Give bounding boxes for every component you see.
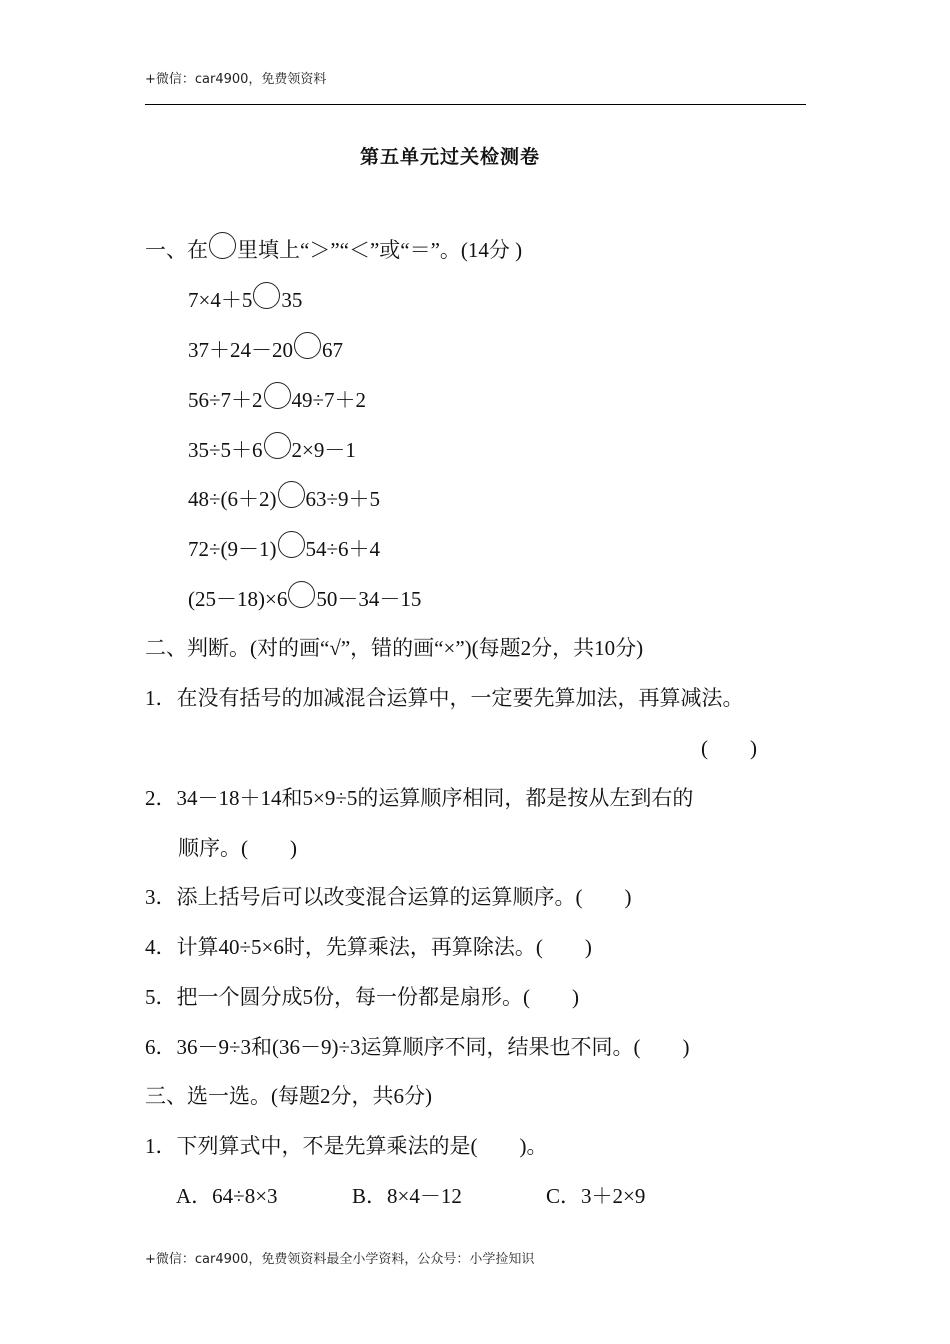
page-title: 第五单元过关检测卷 [360, 146, 541, 168]
compare-right: 35 [281, 288, 303, 312]
page-header: +微信：car4900，免费领资料 [145, 72, 327, 87]
answer-circle[interactable] [294, 332, 321, 359]
question-number: 3． [145, 885, 177, 909]
judge-question-1 [145, 684, 744, 712]
compare-item-2 [188, 332, 343, 364]
section1-heading-post: 里填上“＞”“＜”或“＝”。(14分 ) [237, 238, 523, 262]
judge-question-4 [145, 933, 592, 961]
compare-left: 35÷5＋6 [188, 438, 263, 462]
question-text: 下列算式中，不是先算乘法的是( )。 [176, 1134, 548, 1158]
choice-question-1 [145, 1132, 548, 1160]
page-footer: +微信：car4900，免费领资料最全小学资料，公众号：小学捡知识 [145, 1252, 535, 1267]
answer-circle[interactable] [278, 481, 305, 508]
answer-circle[interactable] [264, 432, 291, 459]
question-text: 把一个圆分成5份，每一份都是扇形。( ) [176, 985, 579, 1009]
question-text: 计算40÷5×6时，先算乘法，再算除法。( ) [176, 935, 592, 959]
judge-question-5 [145, 983, 579, 1011]
section1-heading-pre: 一、在 [145, 238, 208, 262]
compare-left: 48÷(6＋2) [188, 487, 277, 511]
header-divider [145, 104, 806, 105]
compare-right: 54÷6＋4 [305, 537, 381, 561]
answer-circle[interactable] [278, 531, 305, 558]
compare-left: (25－18)×6 [188, 587, 288, 611]
choice-option-b[interactable]: B．8×4－12 [352, 1184, 462, 1208]
judge-question-3 [145, 883, 632, 911]
compare-left: 72÷(9－1) [188, 537, 277, 561]
compare-right: 50－34－15 [316, 587, 422, 611]
compare-left: 56÷7＋2 [188, 388, 263, 412]
compare-item-1 [188, 282, 302, 314]
question-text: 36－9÷3和(36－9)÷3运算顺序不同，结果也不同。( ) [176, 1035, 690, 1059]
answer-circle[interactable] [288, 581, 315, 608]
question-number: 6． [145, 1035, 177, 1059]
answer-circle[interactable] [253, 282, 280, 309]
compare-right: 63÷9＋5 [305, 487, 381, 511]
section2-heading: 二、判断。(对的画“√”，错的画“×”)(每题2分，共10分) [145, 636, 644, 660]
judge-question-2 [145, 784, 693, 812]
compare-right: 49÷7＋2 [291, 388, 367, 412]
answer-circle[interactable] [264, 382, 291, 409]
choice-option-a[interactable]: A．64÷8×3 [176, 1184, 278, 1208]
answer-circle-icon [209, 232, 236, 259]
question-number: 1． [145, 686, 177, 710]
question-text: 34－18＋14和5×9÷5的运算顺序相同，都是按从左到右的 [176, 786, 694, 810]
section1-heading [145, 232, 522, 264]
compare-left: 7×4＋5 [188, 288, 253, 312]
question-text: 添上括号后可以改变混合运算的运算顺序。( ) [176, 885, 632, 909]
question-text: 在没有括号的加减混合运算中，一定要先算加法，再算减法。 [176, 686, 744, 710]
question-number: 2． [145, 786, 177, 810]
compare-item-3 [188, 382, 366, 414]
compare-item-7 [188, 581, 421, 613]
judge-question-6 [145, 1033, 690, 1061]
compare-right: 2×9－1 [291, 438, 356, 462]
choice-option-c[interactable]: C．3＋2×9 [546, 1184, 646, 1208]
judge-question-2-cont: 顺序。( ) [178, 836, 297, 860]
question-number: 1． [145, 1134, 177, 1158]
question-number: 4． [145, 935, 177, 959]
compare-item-6 [188, 531, 380, 563]
question-number: 5． [145, 985, 177, 1009]
compare-item-4 [188, 432, 356, 464]
compare-left: 37＋24－20 [188, 338, 293, 362]
answer-paren[interactable]: ( ) [701, 736, 757, 760]
compare-right: 67 [322, 338, 343, 362]
compare-item-5 [188, 481, 380, 513]
section3-heading: 三、选一选。(每题2分，共6分) [145, 1084, 432, 1108]
